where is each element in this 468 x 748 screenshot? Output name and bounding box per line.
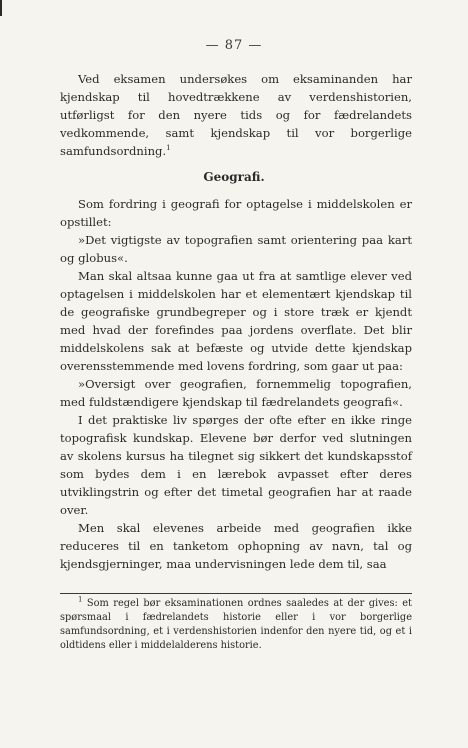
paragraph: Man skal altsaa kunne gaa ut fra at samtlige elever ved optagelsen i middelskolen har et elementært kjendskap til de geografiske grundbegreper og i store træk er kjendt med hvad der forefindes paa jordens overflate. Det blir middelskolens sak at befæste og utvide dette kjendskap overensstemmende med lovens fordring, som gaar ut paa:	[60, 269, 412, 373]
page-number: — 87 —	[205, 38, 263, 53]
paragraph: Men skal elevenes arbeide med geografien ikke reduceres til en tanketom ophopning av navn, tal og kjendsgjerninger, maa undervisningen lede dem til, saa	[60, 521, 412, 571]
body-text	[60, 195, 412, 573]
footnote-number: 1	[78, 595, 83, 604]
footnote-reference: 1	[166, 144, 171, 153]
footnote	[60, 597, 412, 653]
paragraph: I det praktiske liv spørges der ofte efter en ikke ringe topografisk kundskap. Elevene bør derfor ved slutningen av skolens kursus ha tilegnet sig sikkert det kundskapsstof som bydes dem i en lærebok avpasset efter deres utviklingstrin og efter det timetal geografien har at raade over.	[60, 413, 412, 517]
paragraph: Som fordring i geografi for optagelse i middelskolen er opstillet:	[60, 197, 412, 229]
paragraph: »Oversigt over geografien, fornemmelig topografien, med fuldstændigere kjendskap til fædrelandets geografi«.	[60, 377, 412, 409]
footnote-text: Som regel bør eksaminationen ordnes saaledes at der gives: et spørsmaal i fædrelandets historie eller i vor borgerlige samfundsordning, et i verdenshistorien indenfor den nyere tid, og et i oldtidens eller i middelalderens historie.	[60, 598, 412, 651]
paragraph: »Det vigtigste av topografien samt orientering paa kart og globus«.	[60, 233, 412, 265]
intro-paragraph	[60, 70, 412, 160]
scan-edge-mark	[0, 0, 2, 16]
intro-text: Ved eksamen undersøkes om eksaminanden har kjendskap til hovedtrækkene av verdenshistorien, utførligst for den nyere tids og for fædrelandets vedkommende, samt kjendskap til vor borgerlige samfundsordning.	[60, 72, 412, 158]
footnote-divider	[60, 593, 412, 594]
section-heading: Geografi.	[203, 170, 265, 184]
